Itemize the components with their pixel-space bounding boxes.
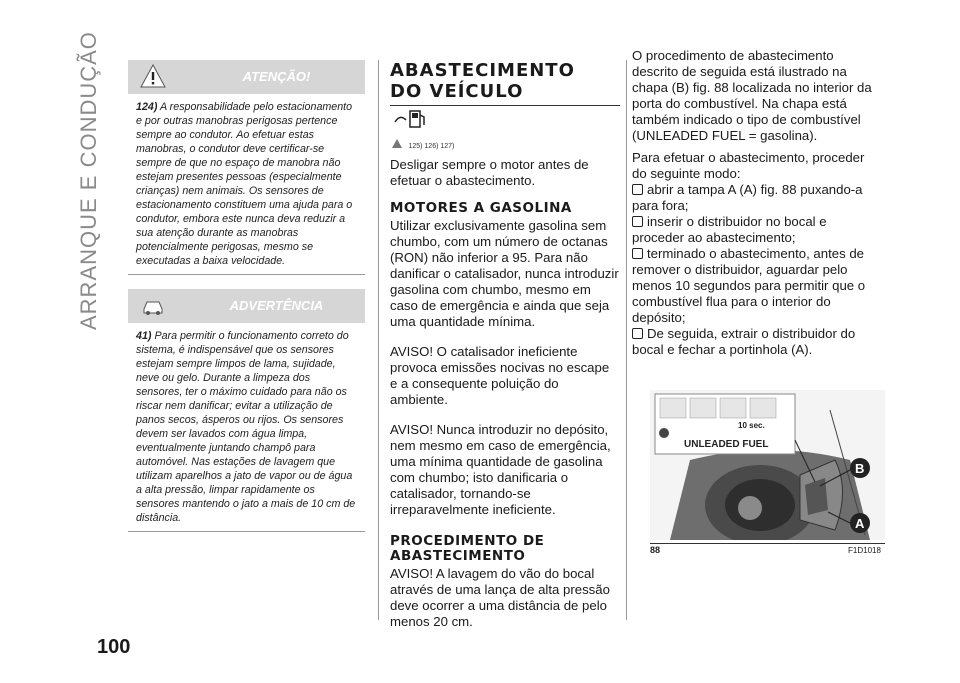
advert-box-body: [128, 323, 365, 532]
procedure-step-text: De seguida, extrair o distribuidor do bocal e fechar a portinhola (A).: [632, 326, 856, 357]
procedure-step-text: inserir o distribuidor no bocal e proceder ao abastecimento;: [632, 214, 827, 245]
procedure-step: [632, 246, 882, 326]
column-divider: [626, 60, 627, 620]
figure-caption-rule: [650, 543, 885, 544]
callout-b: B: [855, 461, 865, 476]
procedure-intro: Para efetuar o abastecimento, proceder do seguinte modo:: [632, 150, 865, 181]
advert-box-title: ADVERTÊNCIA: [229, 298, 324, 313]
subheading-gasoline-engines: MOTORES A GASOLINA: [390, 200, 572, 216]
checkbox-bullet-icon: [632, 216, 643, 227]
subheading-procedure-line-2: ABASTECIMENTO: [390, 548, 526, 564]
washing-notice: AVISO! A lavagem do vão do bocal através de uma lança de alta pressão deve ocorrer a uma distância de pelo menos 20 cm.: [390, 566, 610, 629]
plate-label: UNLEADED FUEL: [684, 439, 769, 450]
car-caution-icon: [140, 293, 166, 317]
warning-box-title: ATENÇÃO!: [242, 69, 311, 84]
figure-fuel-door: [650, 390, 885, 540]
callout-a: A: [855, 516, 865, 531]
checkbox-bullet-icon: [632, 184, 643, 195]
procedure-steps: [632, 182, 882, 358]
leaded-fuel-notice: AVISO! Nunca introduzir no depósito, nem mesmo em caso de emergência, uma mínima quantidade de gasolina com chumbo; isto danificaria o catalisador, tornando-se irreparavelmente ineficiente.: [390, 422, 611, 517]
heading-line-2: DO VEÍCULO: [390, 81, 524, 102]
warning-box-body: [128, 94, 365, 275]
warning-triangle-icon: [140, 64, 166, 88]
catalyst-notice: AVISO! O catalisador ineficiente provoca emissões nocivas no escape e a consequente poluição do ambiente.: [390, 344, 610, 407]
fuel-pump-icon: [390, 108, 430, 130]
warning-box-header: [128, 60, 365, 94]
advert-note-text: Para permitir o funcionamento correto do sistema, é indispensável que os sensores estejam sempre limpos de lama, sujidade, neve ou gelo. Durante a limpeza dos sensores, ter o máximo cuidado para não os riscar nem danificar; evitar a utilização de panos secos, ásperos ou rijos. Os sensores devem ser lavados com água limpa, eventualmente juntando champô para automóvel. Nas estações de lavagem que utilizam aparelhos a jato de vapor ou de água a alta pressão, limpar rapidamente os sensores mantendo o jato a mais de 10 cm de distância.: [136, 330, 356, 524]
procedure-step-text: terminado o abastecimento, antes de remover o distribuidor, aguardar pelo menos 10 segundos para permitir que o combustível flua para o interior do depósito;: [632, 246, 866, 325]
checkbox-bullet-icon: [632, 328, 643, 339]
column-warnings: [128, 60, 365, 532]
gasoline-paragraph: Utilizar exclusivamente gasolina sem chumbo, com um número de octanas (RON) não inferior a 95. Para não danificar o catalisador, nunca introduzir gasolina com chumbo, mesmo em caso de emergência e ainda que seja uma quantidade mínima.: [390, 218, 619, 329]
procedure-step: [632, 326, 882, 358]
heading-line-1: ABASTECIMENTO: [390, 60, 575, 81]
subheading-procedure-line-1: PROCEDIMENTO DE: [390, 533, 545, 549]
checkbox-bullet-icon: [632, 248, 643, 259]
note-references: 125) 126) 127): [408, 143, 455, 150]
procedure-description: O procedimento de abastecimento descrito de seguida está ilustrado na chapa (B) fig. 88 localizada no interior da porta do combustível. Na chapa está também indicado o tipo de combustível (UNLEADED FUEL = gasolina).: [632, 48, 872, 143]
figure-code: F1D1018: [848, 546, 881, 555]
column-procedure: [632, 48, 882, 358]
warning-note-text: A responsabilidade pelo estacionamento e por outras manobras perigosas pertence sempre ao condutor. Ao efetuar estas manobras, o condutor deve certificar-se sempre de que no espaço de manobra não estejam presentes pessoas (especialmente crianças) nem animais. Os sensores de estacionamento constituem uma ajuda para o condutor, embora este nunca deva reduzir a sua atenção durante as manobras potencialmente perigosas, mesmo se executadas a baixa velocidade.: [136, 101, 353, 267]
figure-number: 88: [650, 545, 661, 555]
timer-label: 10 sec.: [738, 421, 765, 430]
intro-paragraph: Desligar sempre o motor antes de efetuar o abastecimento.: [390, 157, 589, 188]
warning-note-number: 124): [136, 101, 158, 113]
section-heading: [390, 60, 620, 102]
column-refuelling: [390, 60, 620, 630]
advert-box-header: [128, 289, 365, 323]
subheading-procedure: [390, 534, 620, 564]
page-number: 100: [97, 636, 131, 658]
procedure-step: [632, 214, 882, 246]
small-warning-icon: [392, 139, 402, 148]
fuel-door-illustration: [650, 390, 885, 540]
section-side-title: ARRANQUE E CONDUÇÃO: [76, 31, 101, 330]
procedure-step-text: abrir a tampa A (A) fig. 88 puxando-a para fora;: [632, 182, 863, 213]
column-divider: [378, 60, 379, 620]
procedure-step: [632, 182, 882, 214]
advert-note-number: 41): [136, 330, 152, 342]
